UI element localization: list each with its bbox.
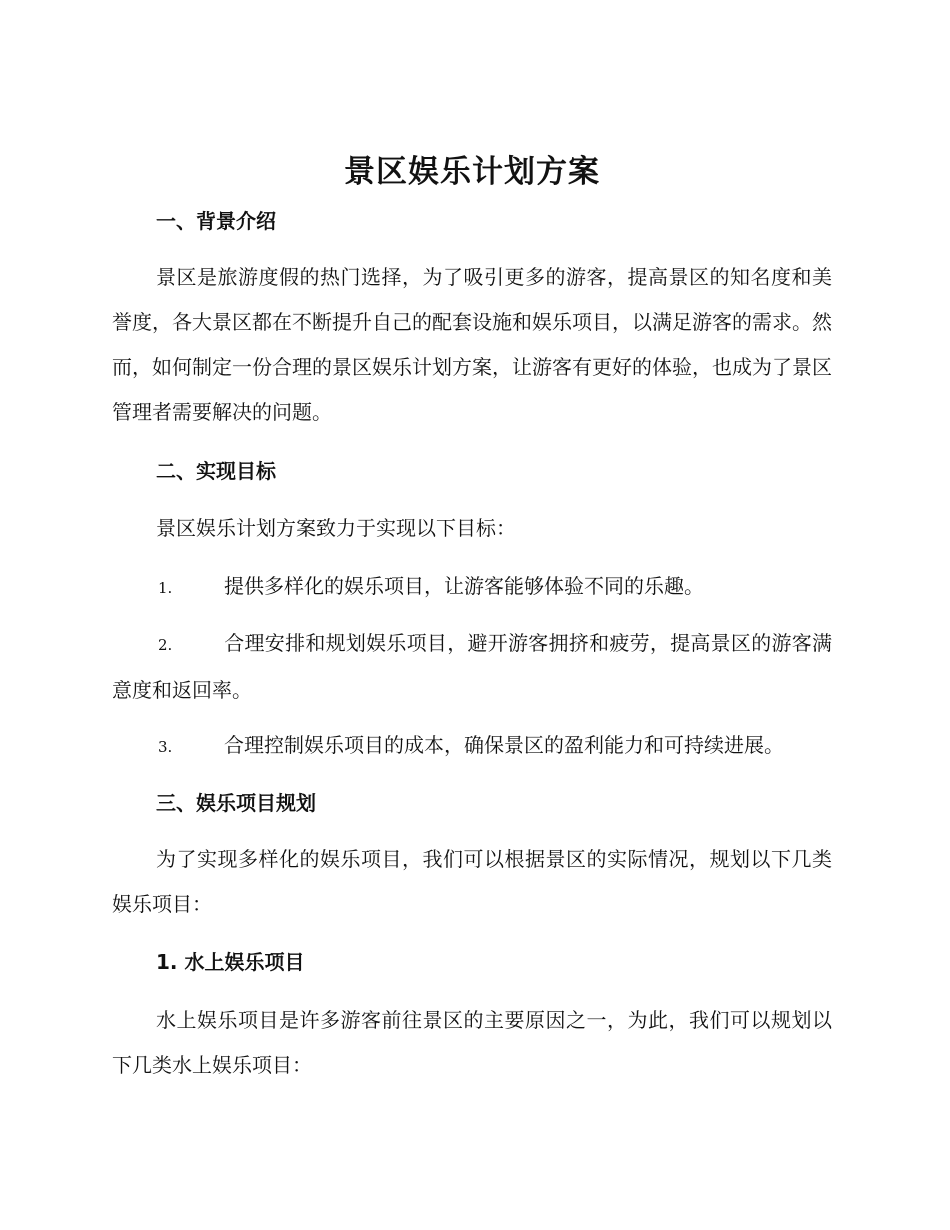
list-item-text: 提供多样化的娱乐项目，让游客能够体验不同的乐趣。 — [224, 574, 704, 598]
list-item-text: 合理控制娱乐项目的成本，确保景区的盈利能力和可持续进展。 — [224, 733, 784, 757]
list-item-text: 合理安排和规划娱乐项目，避开游客拥挤和疲劳，提高景区的游客满意度和返回率。 — [112, 631, 832, 702]
list-item — [112, 723, 832, 770]
list-item-number: 3. — [158, 738, 173, 756]
planning-intro: 为了实现多样化的娱乐项目，我们可以根据景区的实际情况，规划以下几类娱乐项目： — [112, 847, 832, 916]
section-heading-background: 一、背景介绍 — [156, 209, 276, 233]
section-heading-goals: 二、实现目标 — [156, 459, 276, 483]
list-item-number: 1. — [158, 579, 173, 597]
page-title: 景区娱乐计划方案 — [344, 154, 600, 190]
section-heading-planning: 三、娱乐项目规划 — [156, 791, 316, 815]
subsection-heading-water: 1. 水上娱乐项目 — [156, 950, 305, 974]
goals-intro: 景区娱乐计划方案致力于实现以下目标： — [156, 516, 516, 540]
list-item-number: 2. — [158, 636, 173, 654]
background-paragraph: 景区是旅游度假的热门选择，为了吸引更多的游客，提高景区的知名度和美誉度，各大景区都在不断提升自己的配套设施和娱乐项目，以满足游客的需求。然而，如何制定一份合理的景区娱乐计划方案，让游客有更好的体验，也成为了景区管理者需要解决的问题。 — [112, 265, 832, 424]
list-item — [112, 621, 832, 713]
list-item — [112, 564, 832, 611]
water-paragraph: 水上娱乐项目是许多游客前往景区的主要原因之一，为此，我们可以规划以下几类水上娱乐项目： — [112, 1008, 832, 1077]
